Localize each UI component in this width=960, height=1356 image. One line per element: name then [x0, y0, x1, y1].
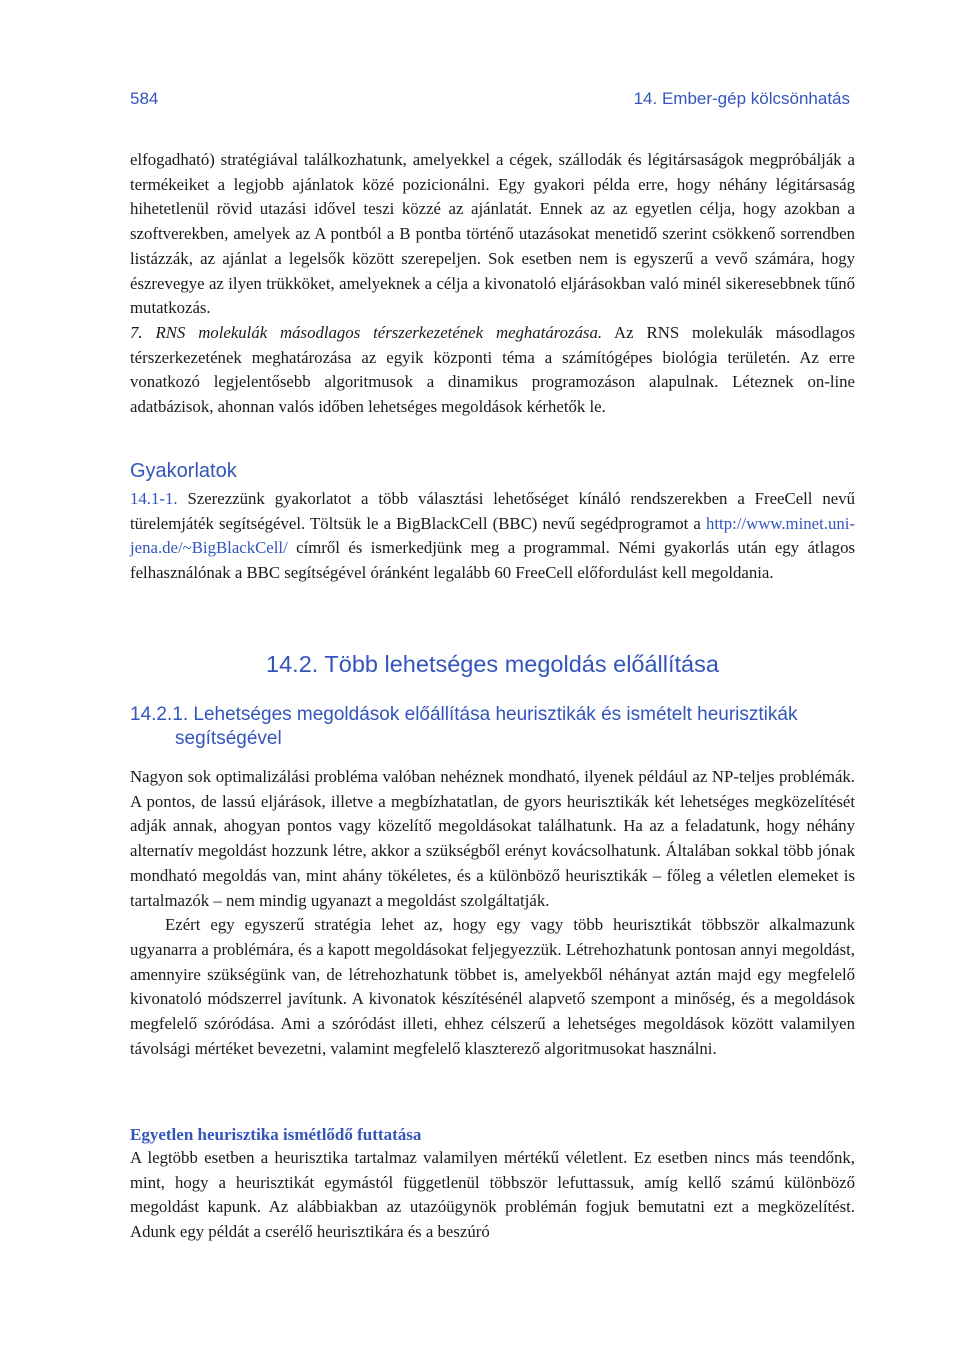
intro-block — [130, 148, 855, 420]
section-heading-block — [130, 649, 855, 679]
item-7-body: Az RNS molekulák másodlagos térszerkezetének meghatározása az egyik központi téma a számítógépes biológia területén. Az erre vonatkozó legjelentősebb algoritmusok a dinamikus programozáson alapulnak. Léteznek on-line adatbázisok, ahonnan valós időben lehetséges megoldások kérhetők le. — [130, 322, 855, 417]
exercise-url-link[interactable]: http://www.minet.uni-jena.de/~BigBlackCell/ — [130, 513, 855, 558]
item-7-paragraph — [130, 321, 855, 420]
exercise-paragraph — [130, 487, 855, 586]
exercises-heading: Gyakorlatok — [130, 460, 237, 482]
page-number: 584 — [130, 89, 159, 108]
subsection-block — [130, 703, 855, 1061]
section-title: 14.2. Több lehetséges megoldás előállítása — [266, 651, 719, 677]
exercise-text-before: Szerezzünk gyakorlatot a több választási lehetőséget kínáló rendszerekben a FreeCell nevű türelemjáték segítségével. Töltsük le a BigBlackCell (BBC) nevű segédprogramot a — [130, 489, 855, 533]
paragraph-heading: Egyetlen heurisztika ismétlődő futtatása — [130, 1125, 422, 1144]
subsection-title: 14.2.1. Lehetséges megoldások előállítása heurisztikák és ismételt heurisztikák segítségével — [130, 704, 798, 749]
paragraph-heading-block — [130, 1124, 855, 1245]
running-title: 14. Ember-gép kölcsönhatás — [633, 89, 850, 108]
exercise-text-after: címről és ismerkedjünk meg a programmal. Némi gyakorlás után egy átlagos felhasználónak a BBC segítségével óránként legalább 60 FreeCell előfordulást kell megoldania. — [130, 538, 855, 583]
running-header — [130, 89, 850, 113]
subsection-paragraph-2: Ezért egy egyszerű stratégia lehet az, hogy egy vagy több heurisztikát többször alkalmazunk ugyanarra a problémára, és a kapott megoldásokat feljegyezzük. Létrehozhatunk pontosan annyi megoldást, amennyire szükségünk van, de létrehozhatunk többet is, amelyekből néhányat aztán majd egy megfelelő kivonatoló módszerrel javítunk. A kivonatok készítésénél alapvető szempont a minőség, és a megoldások megfelelő szóródása. Ami a szóródást illeti, ehhez célszerű a lehetséges megoldások között valamilyen távolsági mértéket bevezetni, valamint megfelelő klaszterező algoritmusokat használni. — [130, 915, 855, 1058]
subsection-paragraph-1: Nagyon sok optimalizálási probléma valóban nehéznek mondható, ilyenek például az NP-teljes problémák. A pontos, de lassú eljárások, illetve a megbízhatatlan, de gyors heurisztikák két lehetséges megközelítését adják annak, ahogyan pontos vagy közelítő megoldásokat találhatunk. Ha az a feladatunk, hogy néhány alternatív megoldást hozzunk létre, akkor a szükségből erényt kovácsolhatunk. Általában sokkal több jónak mondható megoldás van, mint ahány tökéletes, és a különböző heurisztikák – főleg a véletlen elemeket is tartalmazók – nem mindig ugyanazt a megoldást szolgáltatják. — [130, 767, 855, 910]
paragraph-heading-body: A legtöbb esetben a heurisztika tartalmaz valamilyen mértékű véletlent. Ez esetben nincs más teendőnk, mint, hogy a heurisztikát egymástól függetlenül többször lefuttassuk, amíg kellő számú különböző megoldást kapunk. Az alábbiakban az utazóügynök problémán fogjuk bemutatni ezt a megközelítést. Adunk egy példát a cserélő heurisztikára és a beszúró — [130, 1148, 855, 1242]
item-7-title: 7. RNS molekulák másodlagos térszerkezetének meghatározása. — [130, 322, 603, 342]
intro-paragraph: elfogadható) stratégiával találkozhatunk, amelyekkel a cégek, szállodák és légitársaságok megpróbálják a termékeiket a legjobb ajánlatok közé pozicionálni. Egy gyakori példa erre, hogy néhány légitársaság hihetetlenül rövid utazási idővel teszi közzé az ajánlatát. Ennek az az egyetlen célja, hogy azokban a szoftverekben, amelyek az A pontból a B pontba történő utazásokat menetidő szerint csökkenő sorrendben listázzák, az ajánlat a legelsők között szerepeljen. Sok esetben nem is egyszerű a vevő számára, hogy észrevegye az ilyen trükköket, amelyeknek a célja a kivonatoló eljárásokban való minél sikeresebbnek tűnő mutatkozás. — [130, 150, 855, 318]
exercise-label: 14.1-1. — [130, 489, 178, 508]
exercises-block — [130, 459, 855, 586]
